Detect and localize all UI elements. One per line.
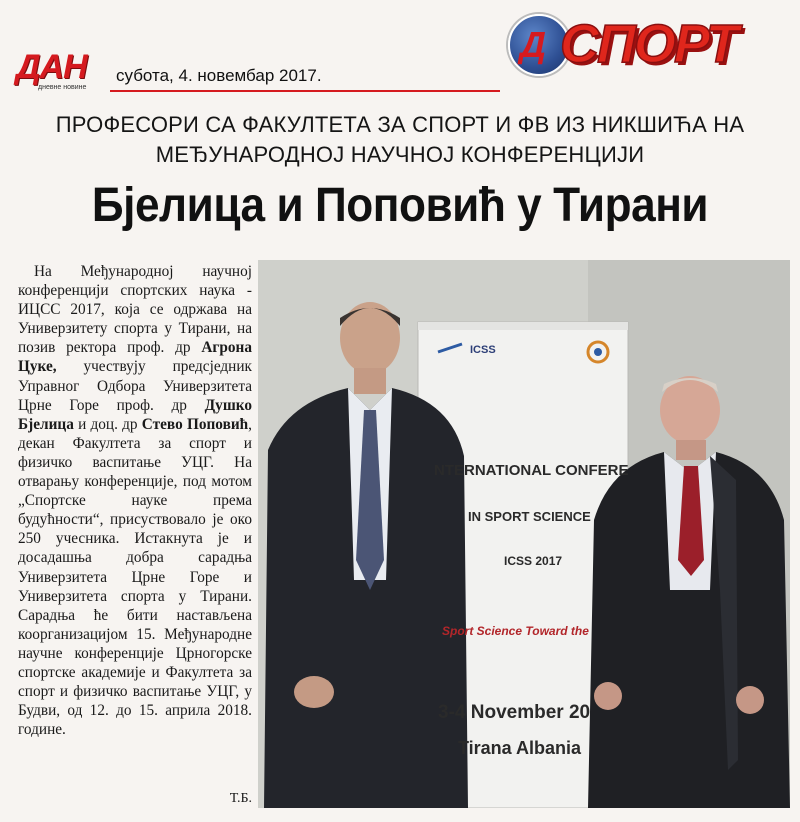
banner-line: ICSS 2017	[504, 554, 563, 568]
article-photo	[258, 260, 790, 808]
article-paragraph: На Међународној научној конференцији спортских наука - ИЦСС 2017, која се одржава на Универзитету спорта у Тирани, на позив ректора проф. др Агрона Цуке, учествују предсједник Управног Одбора Универзитета Црне Горе проф. др Душко Бјелица и доц. др Стево Поповић, декан Факултета за спорт и физичко васпитање УЦГ. На отварању конференције, под мотом „Спортске науке према будућности“, присуствовало је око 250 учесника. Истакнута је и досадашња добра сарадња Универзитета Црне Горе и Универзитета спорта у Тирани. Сарадња ће бити настављена коорганизацијом 15. Међународне научне конференције Црногорске спортске академије и Факултета за спорт и физичко васпитање УЦГ, у Будви, од 12. до 15. априла 2018. године.	[18, 263, 252, 739]
section-title: СПОРТ	[560, 14, 737, 74]
page-header	[0, 0, 800, 96]
article-headline: Бјелица и Поповић у Тирани	[91, 179, 709, 232]
banner-dates: 3-4 November 20	[438, 702, 591, 723]
article-kicker: ПРОФЕСОРИ СА ФАКУЛТЕТА ЗА СПОРТ И ФВ ИЗ НИКШИЋА НА МЕЂУНАРОДНОЈ НАУЧНОЈ КОНФЕРЕНЦИЈИ	[55, 112, 745, 167]
banner-line: NTERNATIONAL CONFERE	[434, 462, 629, 479]
author-signature: Т.Б.	[229, 790, 252, 806]
banner-line: IN SPORT SCIENCE	[468, 509, 591, 524]
section-badge-icon: Д	[508, 14, 570, 76]
issue-date: субота, 4. новембар 2017.	[116, 66, 322, 85]
banner-motto: Sport Science Toward the	[442, 624, 589, 638]
header-rule	[110, 90, 500, 92]
dan-logo-subtext: дневне новине	[38, 84, 87, 91]
dan-logo: ДАН	[16, 48, 87, 86]
section-logo	[504, 10, 796, 80]
article-body	[18, 262, 252, 818]
banner-brand: ICSS	[470, 344, 496, 356]
banner-city: Tirana Albania	[458, 738, 582, 758]
